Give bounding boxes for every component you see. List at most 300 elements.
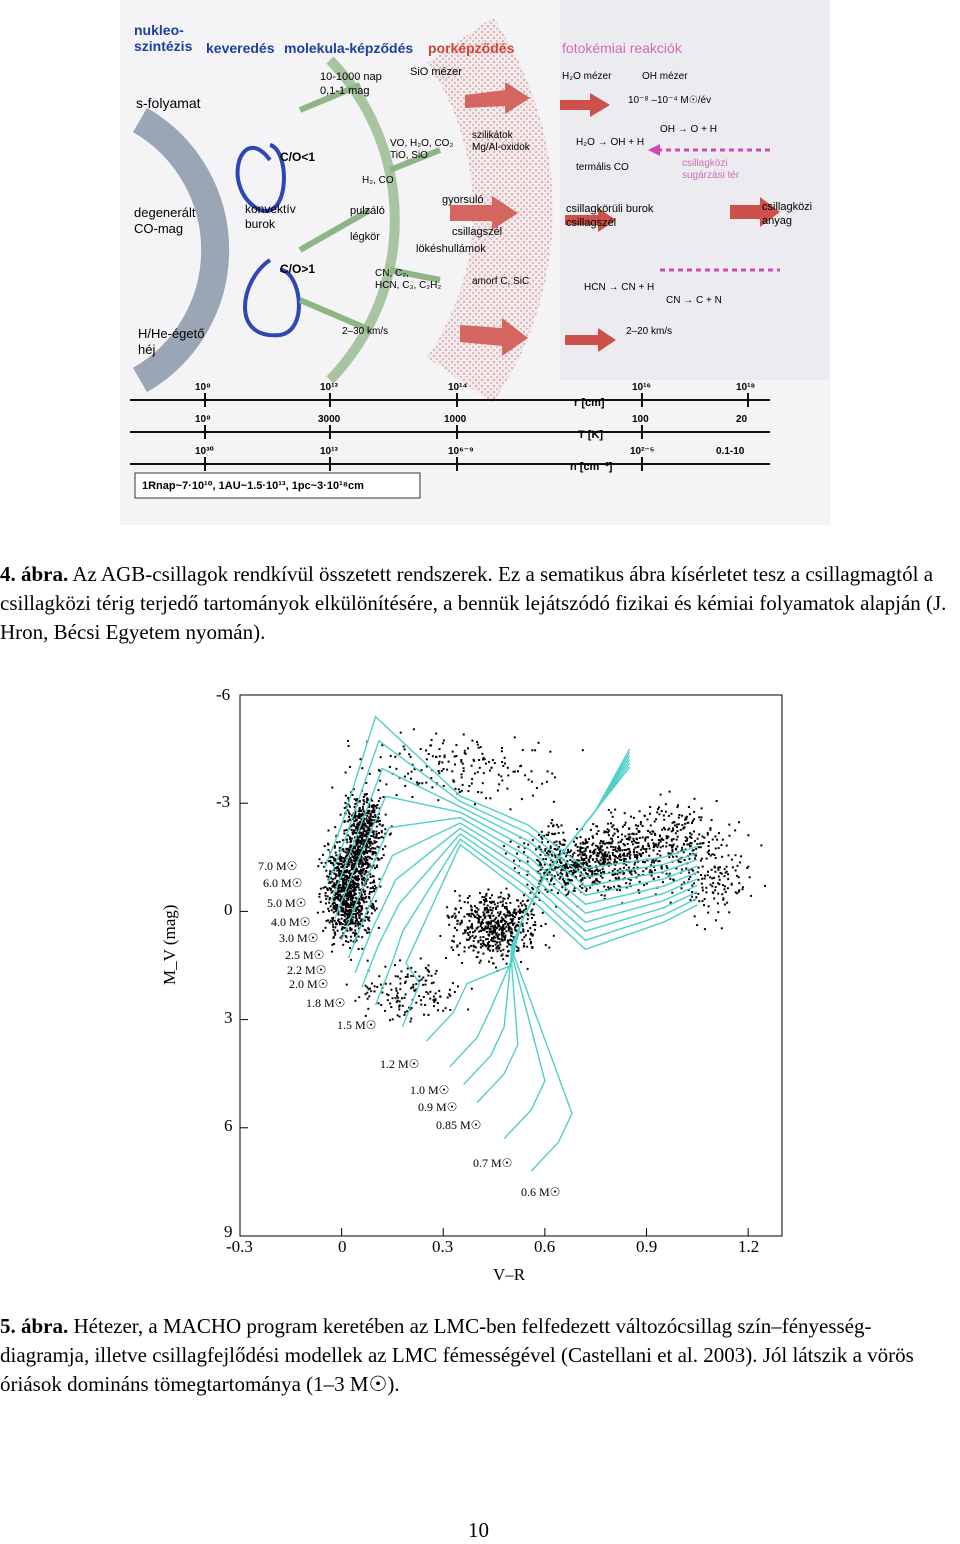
star-point (500, 775, 502, 777)
star-point (392, 997, 394, 999)
header-porkepzodes: porképződés (428, 40, 515, 56)
star-point (577, 850, 579, 852)
star-point (671, 851, 673, 853)
star-point (573, 872, 575, 874)
star-point (342, 864, 344, 866)
star-point (742, 886, 744, 888)
star-point (491, 767, 493, 769)
star-point (712, 892, 714, 894)
star-point (639, 854, 641, 856)
star-point (688, 878, 690, 880)
star-point (527, 844, 529, 846)
star-point (623, 867, 625, 869)
star-point (464, 752, 466, 754)
star-point (371, 819, 373, 821)
star-point (453, 935, 455, 937)
star-point (659, 850, 661, 852)
star-point (625, 849, 627, 851)
star-point (509, 912, 511, 914)
t-tick-4: 20 (736, 414, 748, 425)
star-point (455, 744, 457, 746)
star-point (629, 854, 631, 856)
star-point (483, 903, 485, 905)
star-point (372, 903, 374, 905)
star-point (680, 829, 682, 831)
star-point (471, 927, 473, 929)
star-point (690, 899, 692, 901)
star-point (479, 767, 481, 769)
star-point (352, 895, 354, 897)
track-label-6-0: 6.0 M☉ (263, 876, 303, 890)
star-point (681, 887, 683, 889)
star-point (604, 895, 606, 897)
star-point (435, 733, 437, 735)
star-point (452, 949, 454, 951)
star-point (340, 859, 342, 861)
star-point (523, 936, 525, 938)
star-point (335, 854, 337, 856)
star-point (638, 831, 640, 833)
star-point (366, 867, 368, 869)
y-tick-label-5: 9 (224, 1222, 233, 1241)
star-point (484, 944, 486, 946)
star-point (399, 753, 401, 755)
star-point (336, 870, 338, 872)
star-point (485, 763, 487, 765)
star-point (504, 757, 506, 759)
star-point (403, 746, 405, 748)
star-point (525, 934, 527, 936)
star-point (501, 747, 503, 749)
star-point (604, 843, 606, 845)
star-point (492, 915, 494, 917)
star-point (358, 810, 360, 812)
star-point (673, 821, 675, 823)
star-point (491, 931, 493, 933)
star-point (640, 823, 642, 825)
star-point (410, 967, 412, 969)
star-point (724, 875, 726, 877)
star-point (422, 984, 424, 986)
star-point (631, 841, 633, 843)
star-point (673, 844, 675, 846)
star-point (443, 740, 445, 742)
star-point (371, 983, 373, 985)
star-point (481, 896, 483, 898)
star-point (363, 796, 365, 798)
star-point (481, 792, 483, 794)
star-point (642, 845, 644, 847)
star-point (722, 884, 724, 886)
star-point (493, 901, 495, 903)
star-point (530, 932, 532, 934)
star-point (665, 846, 667, 848)
star-point (738, 882, 740, 884)
star-point (373, 875, 375, 877)
star-point (334, 926, 336, 928)
star-point (531, 770, 533, 772)
star-point (541, 831, 543, 833)
star-point (372, 853, 374, 855)
star-point (361, 843, 363, 845)
star-point (683, 844, 685, 846)
star-point (584, 858, 586, 860)
star-point (363, 801, 365, 803)
star-point (413, 989, 415, 991)
star-point (532, 839, 534, 841)
star-point (501, 930, 503, 932)
star-point (368, 917, 370, 919)
star-point (326, 888, 328, 890)
star-point (415, 1002, 417, 1004)
star-point (381, 857, 383, 859)
star-point (622, 826, 624, 828)
star-point (369, 850, 371, 852)
star-point (559, 850, 561, 852)
star-point (683, 881, 685, 883)
star-point (703, 837, 705, 839)
star-point (373, 890, 375, 892)
star-point (704, 928, 706, 930)
star-point (580, 836, 582, 838)
star-point (633, 833, 635, 835)
star-point (653, 878, 655, 880)
star-point (363, 841, 365, 843)
star-point (330, 862, 332, 864)
star-point (519, 765, 521, 767)
star-point (332, 929, 334, 931)
star-point (462, 933, 464, 935)
star-point (676, 846, 678, 848)
star-point (708, 841, 710, 843)
star-point (582, 877, 584, 879)
star-point (527, 930, 529, 932)
star-point (433, 999, 435, 1001)
star-point (497, 912, 499, 914)
star-point (329, 922, 331, 924)
star-point (376, 804, 378, 806)
star-point (556, 824, 558, 826)
star-point (634, 870, 636, 872)
star-point (357, 875, 359, 877)
star-point (654, 869, 656, 871)
star-point (607, 823, 609, 825)
star-point (629, 857, 631, 859)
star-point (474, 905, 476, 907)
y-tick-label-4: 6 (224, 1116, 233, 1135)
star-point (665, 803, 667, 805)
star-point (672, 856, 674, 858)
star-point (354, 856, 356, 858)
star-point (425, 991, 427, 993)
star-point (721, 893, 723, 895)
star-point (717, 893, 719, 895)
star-point (559, 843, 561, 845)
star-point (628, 867, 630, 869)
star-point (614, 809, 616, 811)
star-point (469, 931, 471, 933)
star-point (671, 840, 673, 842)
star-point (549, 871, 551, 873)
star-point (373, 840, 375, 842)
star-point (598, 830, 600, 832)
star-point (366, 992, 368, 994)
star-point (507, 912, 509, 914)
star-point (560, 872, 562, 874)
star-point (351, 864, 353, 866)
star-point (329, 881, 331, 883)
star-point (585, 838, 587, 840)
star-point (488, 915, 490, 917)
star-point (474, 803, 476, 805)
star-point (363, 853, 365, 855)
star-point (545, 923, 547, 925)
header-fotokemiai: fotokémiai reakciók (562, 40, 682, 56)
star-point (368, 995, 370, 997)
star-point (370, 848, 372, 850)
star-point (329, 899, 331, 901)
star-point (353, 876, 355, 878)
star-point (538, 892, 540, 894)
label-lokeshullamok: lökéshullámok (416, 243, 486, 255)
y-axis-label: M_V (mag) (160, 904, 179, 985)
star-point (672, 879, 674, 881)
star-point (621, 834, 623, 836)
star-point (362, 869, 364, 871)
star-point (322, 930, 324, 932)
star-point (548, 832, 550, 834)
star-point (399, 978, 401, 980)
evolution-track-1 (328, 741, 697, 883)
star-point (504, 939, 506, 941)
star-point (317, 912, 319, 914)
star-point (343, 833, 345, 835)
star-point (341, 878, 343, 880)
star-point (485, 895, 487, 897)
star-point (538, 742, 540, 744)
star-point (585, 855, 587, 857)
label-cn-reaction: CN → C + N (666, 295, 722, 306)
star-point (738, 876, 740, 878)
star-point (506, 963, 508, 965)
star-point (704, 878, 706, 880)
star-point (343, 874, 345, 876)
star-point (760, 844, 762, 846)
track-label-1-0: 1.0 M☉ (410, 1083, 450, 1097)
star-point (357, 823, 359, 825)
star-point (615, 850, 617, 852)
star-point (639, 881, 641, 883)
star-point (334, 934, 336, 936)
star-point (488, 941, 490, 943)
star-point (349, 836, 351, 838)
star-point (505, 955, 507, 957)
star-point (361, 913, 363, 915)
star-point (358, 887, 360, 889)
star-point (522, 925, 524, 927)
star-point (553, 883, 555, 885)
star-point (624, 849, 626, 851)
star-point (499, 928, 501, 930)
star-point (508, 895, 510, 897)
star-point (724, 885, 726, 887)
star-point (350, 936, 352, 938)
star-point (439, 755, 441, 757)
star-point (697, 893, 699, 895)
star-point (354, 935, 356, 937)
star-point (704, 875, 706, 877)
star-point (476, 907, 478, 909)
star-point (363, 858, 365, 860)
star-point (343, 857, 345, 859)
star-point (482, 911, 484, 913)
star-point (502, 924, 504, 926)
star-point (334, 826, 336, 828)
star-point (596, 858, 598, 860)
star-point (725, 872, 727, 874)
star-point (438, 763, 440, 765)
star-point (594, 870, 596, 872)
star-point (599, 842, 601, 844)
star-point (677, 830, 679, 832)
star-point (495, 944, 497, 946)
star-point (386, 993, 388, 995)
star-point (677, 804, 679, 806)
star-point (353, 860, 355, 862)
caption-figure-5 (0, 1312, 960, 1399)
star-point (577, 846, 579, 848)
star-point (607, 859, 609, 861)
star-point (705, 891, 707, 893)
star-point (494, 929, 496, 931)
star-point (489, 901, 491, 903)
star-point (368, 810, 370, 812)
star-point (342, 944, 344, 946)
star-point (383, 854, 385, 856)
star-point (614, 828, 616, 830)
star-point (606, 847, 608, 849)
star-point (510, 918, 512, 920)
star-point (533, 914, 535, 916)
star-point (338, 870, 340, 872)
star-point (389, 1019, 391, 1021)
star-point (660, 846, 662, 848)
star-point (357, 847, 359, 849)
star-point (397, 1000, 399, 1002)
star-point (363, 900, 365, 902)
star-point (573, 841, 575, 843)
star-point (439, 995, 441, 997)
star-point (600, 846, 602, 848)
star-point (524, 774, 526, 776)
star-point (360, 841, 362, 843)
star-point (500, 892, 502, 894)
star-point (362, 861, 364, 863)
star-point (492, 759, 494, 761)
star-point (576, 828, 578, 830)
star-point (513, 860, 515, 862)
star-point (658, 876, 660, 878)
star-point (463, 734, 465, 736)
star-point (547, 834, 549, 836)
star-point (355, 859, 357, 861)
star-point (714, 871, 716, 873)
track-label-2-5: 2.5 M☉ (285, 948, 325, 962)
star-point (351, 829, 353, 831)
star-point (650, 824, 652, 826)
star-point (367, 886, 369, 888)
star-point (718, 832, 720, 834)
star-point (338, 918, 340, 920)
star-point (366, 815, 368, 817)
star-point (410, 1021, 412, 1023)
star-point (583, 854, 585, 856)
y-tick-label-3: 3 (224, 1008, 233, 1027)
star-point (603, 871, 605, 873)
star-point (731, 884, 733, 886)
star-point (487, 938, 489, 940)
star-point (368, 816, 370, 818)
star-point (378, 878, 380, 880)
star-point (369, 891, 371, 893)
star-point (510, 931, 512, 933)
star-point (408, 753, 410, 755)
star-point (535, 848, 537, 850)
star-point (692, 820, 694, 822)
star-point (355, 889, 357, 891)
star-point (358, 872, 360, 874)
star-point (480, 916, 482, 918)
star-point (597, 889, 599, 891)
star-point (414, 971, 416, 973)
star-point (505, 916, 507, 918)
star-point (459, 791, 461, 793)
star-point (347, 941, 349, 943)
star-point (390, 755, 392, 757)
star-point (349, 885, 351, 887)
star-point (378, 832, 380, 834)
star-point (360, 858, 362, 860)
star-point (487, 934, 489, 936)
star-point (589, 869, 591, 871)
star-point (589, 887, 591, 889)
star-point (625, 864, 627, 866)
star-point (516, 924, 518, 926)
star-point (399, 988, 401, 990)
star-point (592, 843, 594, 845)
star-point (727, 878, 729, 880)
star-point (590, 829, 592, 831)
star-point (427, 975, 429, 977)
star-point (464, 901, 466, 903)
star-point (659, 855, 661, 857)
star-point (340, 937, 342, 939)
star-point (502, 949, 504, 951)
star-point (740, 855, 742, 857)
star-point (703, 904, 705, 906)
label-oh-reaction: OH → O + H (660, 124, 717, 135)
star-point (442, 1010, 444, 1012)
star-point (531, 913, 533, 915)
star-point (362, 839, 364, 841)
star-point (350, 909, 352, 911)
star-point (684, 859, 686, 861)
star-point (579, 860, 581, 862)
star-point (624, 855, 626, 857)
star-point (556, 841, 558, 843)
star-point (381, 831, 383, 833)
star-point (421, 782, 423, 784)
